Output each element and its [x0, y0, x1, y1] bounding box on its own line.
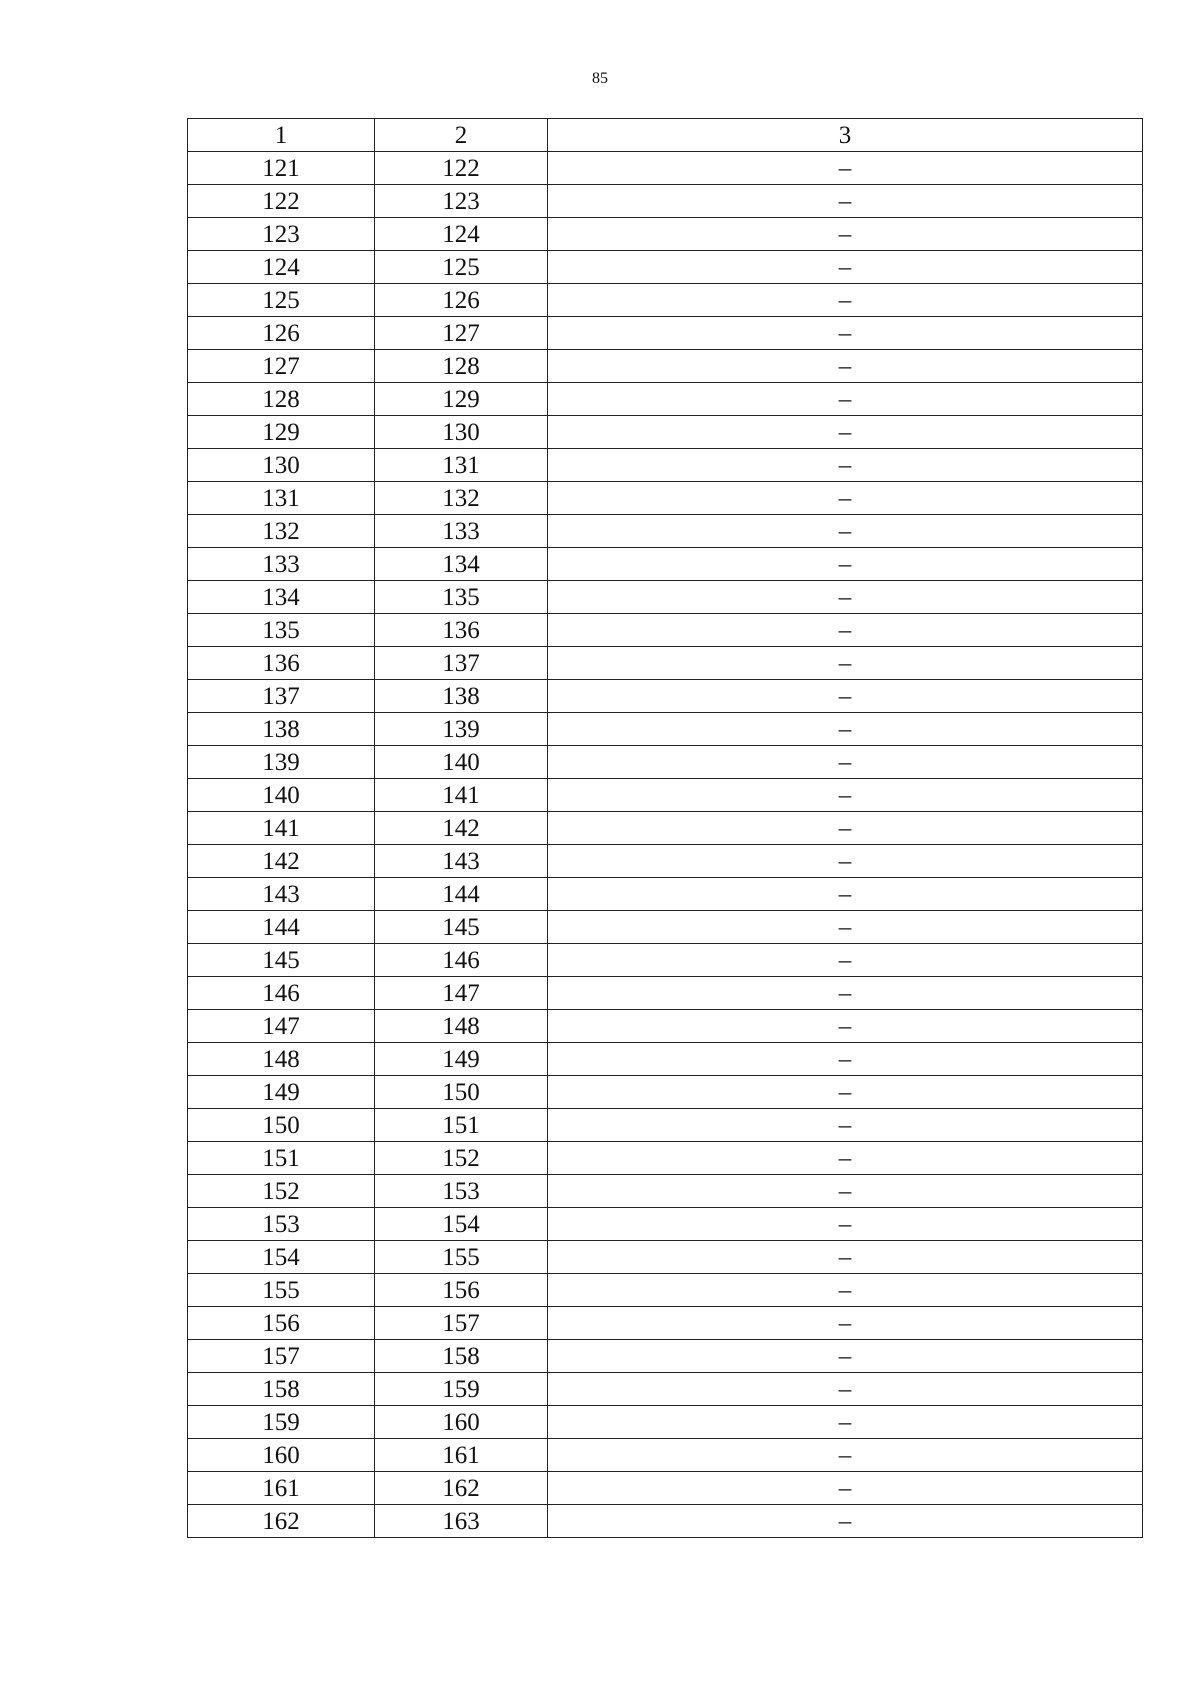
table-row — [188, 1439, 1143, 1472]
table-row — [188, 581, 1143, 614]
table-cell-col-3: – — [548, 581, 1143, 614]
table-cell-col-1: 126 — [188, 317, 375, 350]
table-cell-col-3: – — [548, 911, 1143, 944]
table-row — [188, 1076, 1143, 1109]
table-cell-col-3: – — [548, 1274, 1143, 1307]
table-cell-col-2: 157 — [375, 1307, 548, 1340]
table-cell-col-3: – — [548, 1142, 1143, 1175]
table-row — [188, 482, 1143, 515]
table-cell-col-1: 131 — [188, 482, 375, 515]
table-cell-col-3: – — [548, 944, 1143, 977]
table-cell-col-3: – — [548, 1472, 1143, 1505]
table-cell-col-1: 160 — [188, 1439, 375, 1472]
table-row — [188, 647, 1143, 680]
table-cell-col-3: – — [548, 218, 1143, 251]
table-row — [188, 515, 1143, 548]
table-cell-col-2: 125 — [375, 251, 548, 284]
table-row — [188, 1010, 1143, 1043]
table-cell-col-1: 121 — [188, 152, 375, 185]
table-cell-col-2: 161 — [375, 1439, 548, 1472]
table-cell-col-1: 159 — [188, 1406, 375, 1439]
table-cell-col-2: 131 — [375, 449, 548, 482]
table-cell-col-2: 132 — [375, 482, 548, 515]
table-cell-col-3: – — [548, 878, 1143, 911]
table-cell-col-3: – — [548, 1439, 1143, 1472]
table-cell-col-2: 138 — [375, 680, 548, 713]
table-cell-col-2: 153 — [375, 1175, 548, 1208]
table-cell-col-3: – — [548, 845, 1143, 878]
table-row — [188, 1208, 1143, 1241]
table-cell-col-2: 123 — [375, 185, 548, 218]
table-cell-col-2: 137 — [375, 647, 548, 680]
table-cell-col-1: 139 — [188, 746, 375, 779]
table-cell-col-2: 155 — [375, 1241, 548, 1274]
table-cell-col-1: 149 — [188, 1076, 375, 1109]
table-cell-col-1: 146 — [188, 977, 375, 1010]
table-row — [188, 911, 1143, 944]
table-cell-col-3: – — [548, 185, 1143, 218]
table-cell-col-1: 150 — [188, 1109, 375, 1142]
table-cell-col-1: 154 — [188, 1241, 375, 1274]
table-cell-col-3: – — [548, 1373, 1143, 1406]
table-cell-col-1: 125 — [188, 284, 375, 317]
header-cell-3: 3 — [548, 119, 1143, 152]
table-cell-col-2: 151 — [375, 1109, 548, 1142]
table-cell-col-2: 148 — [375, 1010, 548, 1043]
table-row — [188, 1406, 1143, 1439]
table-cell-col-2: 136 — [375, 614, 548, 647]
table-cell-col-2: 143 — [375, 845, 548, 878]
table-cell-col-3: – — [548, 1505, 1143, 1538]
table-cell-col-2: 133 — [375, 515, 548, 548]
table-cell-col-2: 147 — [375, 977, 548, 1010]
table-row — [188, 350, 1143, 383]
table-row — [188, 1472, 1143, 1505]
table-row — [188, 614, 1143, 647]
table-cell-col-1: 161 — [188, 1472, 375, 1505]
table-cell-col-2: 129 — [375, 383, 548, 416]
table-row — [188, 449, 1143, 482]
table-row — [188, 812, 1143, 845]
table-cell-col-1: 142 — [188, 845, 375, 878]
table-cell-col-3: – — [548, 1208, 1143, 1241]
table-cell-col-2: 154 — [375, 1208, 548, 1241]
table-cell-col-3: – — [548, 746, 1143, 779]
table-row — [188, 1142, 1143, 1175]
table-row — [188, 548, 1143, 581]
table-cell-col-1: 136 — [188, 647, 375, 680]
table-cell-col-2: 149 — [375, 1043, 548, 1076]
table-cell-col-1: 137 — [188, 680, 375, 713]
table-row — [188, 1274, 1143, 1307]
table-cell-col-1: 147 — [188, 1010, 375, 1043]
table-cell-col-3: – — [548, 1241, 1143, 1274]
table-cell-col-1: 133 — [188, 548, 375, 581]
table-row — [188, 317, 1143, 350]
table-body — [188, 119, 1143, 1538]
table-cell-col-3: – — [548, 1076, 1143, 1109]
table-cell-col-2: 128 — [375, 350, 548, 383]
table-cell-col-3: – — [548, 680, 1143, 713]
table-row — [188, 680, 1143, 713]
table-cell-col-2: 122 — [375, 152, 548, 185]
table-cell-col-1: 143 — [188, 878, 375, 911]
table-cell-col-2: 140 — [375, 746, 548, 779]
table-cell-col-2: 163 — [375, 1505, 548, 1538]
table-cell-col-1: 148 — [188, 1043, 375, 1076]
table-cell-col-1: 127 — [188, 350, 375, 383]
table-cell-col-2: 142 — [375, 812, 548, 845]
table-cell-col-3: – — [548, 1175, 1143, 1208]
table-cell-col-1: 158 — [188, 1373, 375, 1406]
table-cell-col-2: 145 — [375, 911, 548, 944]
table-cell-col-3: – — [548, 317, 1143, 350]
table-cell-col-3: – — [548, 1010, 1143, 1043]
table-cell-col-1: 141 — [188, 812, 375, 845]
table-cell-col-1: 123 — [188, 218, 375, 251]
table-row — [188, 185, 1143, 218]
table-cell-col-3: – — [548, 1109, 1143, 1142]
table-cell-col-1: 156 — [188, 1307, 375, 1340]
table-cell-col-1: 130 — [188, 449, 375, 482]
table-cell-col-3: – — [548, 647, 1143, 680]
header-cell-2: 2 — [375, 119, 548, 152]
table-cell-col-3: – — [548, 1307, 1143, 1340]
table-cell-col-3: – — [548, 812, 1143, 845]
table-cell-col-3: – — [548, 284, 1143, 317]
table-row — [188, 1241, 1143, 1274]
table-cell-col-2: 139 — [375, 713, 548, 746]
table-cell-col-3: – — [548, 1406, 1143, 1439]
header-cell-1: 1 — [188, 119, 375, 152]
table-cell-col-1: 124 — [188, 251, 375, 284]
table-cell-col-1: 132 — [188, 515, 375, 548]
table-row — [188, 218, 1143, 251]
table-cell-col-2: 134 — [375, 548, 548, 581]
table-cell-col-1: 157 — [188, 1340, 375, 1373]
table-cell-col-1: 155 — [188, 1274, 375, 1307]
table-row — [188, 284, 1143, 317]
table-cell-col-2: 162 — [375, 1472, 548, 1505]
table-cell-col-2: 158 — [375, 1340, 548, 1373]
table-cell-col-3: – — [548, 383, 1143, 416]
table-cell-col-2: 135 — [375, 581, 548, 614]
table-header-row — [188, 119, 1143, 152]
table-cell-col-3: – — [548, 614, 1143, 647]
table-cell-col-1: 140 — [188, 779, 375, 812]
table-cell-col-1: 122 — [188, 185, 375, 218]
table-cell-col-1: 134 — [188, 581, 375, 614]
table-cell-col-3: – — [548, 515, 1143, 548]
table-cell-col-2: 126 — [375, 284, 548, 317]
table-cell-col-2: 150 — [375, 1076, 548, 1109]
table-row — [188, 383, 1143, 416]
table-cell-col-3: – — [548, 251, 1143, 284]
table-cell-col-3: – — [548, 713, 1143, 746]
table-cell-col-1: 151 — [188, 1142, 375, 1175]
table-cell-col-3: – — [548, 449, 1143, 482]
table-row — [188, 977, 1143, 1010]
table-cell-col-3: – — [548, 416, 1143, 449]
table-row — [188, 1373, 1143, 1406]
table-row — [188, 878, 1143, 911]
table-cell-col-2: 156 — [375, 1274, 548, 1307]
table-row — [188, 152, 1143, 185]
table-cell-col-2: 141 — [375, 779, 548, 812]
table-row — [188, 1505, 1143, 1538]
table-cell-col-1: 128 — [188, 383, 375, 416]
table-row — [188, 416, 1143, 449]
table-cell-col-1: 162 — [188, 1505, 375, 1538]
table-cell-col-2: 160 — [375, 1406, 548, 1439]
table-cell-col-2: 159 — [375, 1373, 548, 1406]
table-cell-col-3: – — [548, 779, 1143, 812]
table-cell-col-2: 127 — [375, 317, 548, 350]
table-cell-col-1: 129 — [188, 416, 375, 449]
table-row — [188, 1109, 1143, 1142]
data-table — [187, 118, 1143, 1538]
table-cell-col-2: 144 — [375, 878, 548, 911]
page-number: 85 — [592, 70, 608, 87]
table-row — [188, 779, 1143, 812]
table-cell-col-3: – — [548, 1340, 1143, 1373]
table-cell-col-1: 138 — [188, 713, 375, 746]
table-cell-col-3: – — [548, 152, 1143, 185]
table-cell-col-1: 145 — [188, 944, 375, 977]
table-row — [188, 251, 1143, 284]
table-cell-col-3: – — [548, 482, 1143, 515]
table-row — [188, 1043, 1143, 1076]
table-row — [188, 1340, 1143, 1373]
table-cell-col-2: 124 — [375, 218, 548, 251]
table-row — [188, 1307, 1143, 1340]
table-cell-col-3: – — [548, 350, 1143, 383]
table-cell-col-3: – — [548, 1043, 1143, 1076]
table-row — [188, 1175, 1143, 1208]
table-cell-col-2: 130 — [375, 416, 548, 449]
table-cell-col-1: 152 — [188, 1175, 375, 1208]
table-row — [188, 845, 1143, 878]
table-cell-col-1: 144 — [188, 911, 375, 944]
table-cell-col-2: 146 — [375, 944, 548, 977]
table-cell-col-1: 135 — [188, 614, 375, 647]
table-cell-col-3: – — [548, 548, 1143, 581]
table-cell-col-1: 153 — [188, 1208, 375, 1241]
table-cell-col-2: 152 — [375, 1142, 548, 1175]
table-cell-col-3: – — [548, 977, 1143, 1010]
table-row — [188, 713, 1143, 746]
table-row — [188, 944, 1143, 977]
table-row — [188, 746, 1143, 779]
